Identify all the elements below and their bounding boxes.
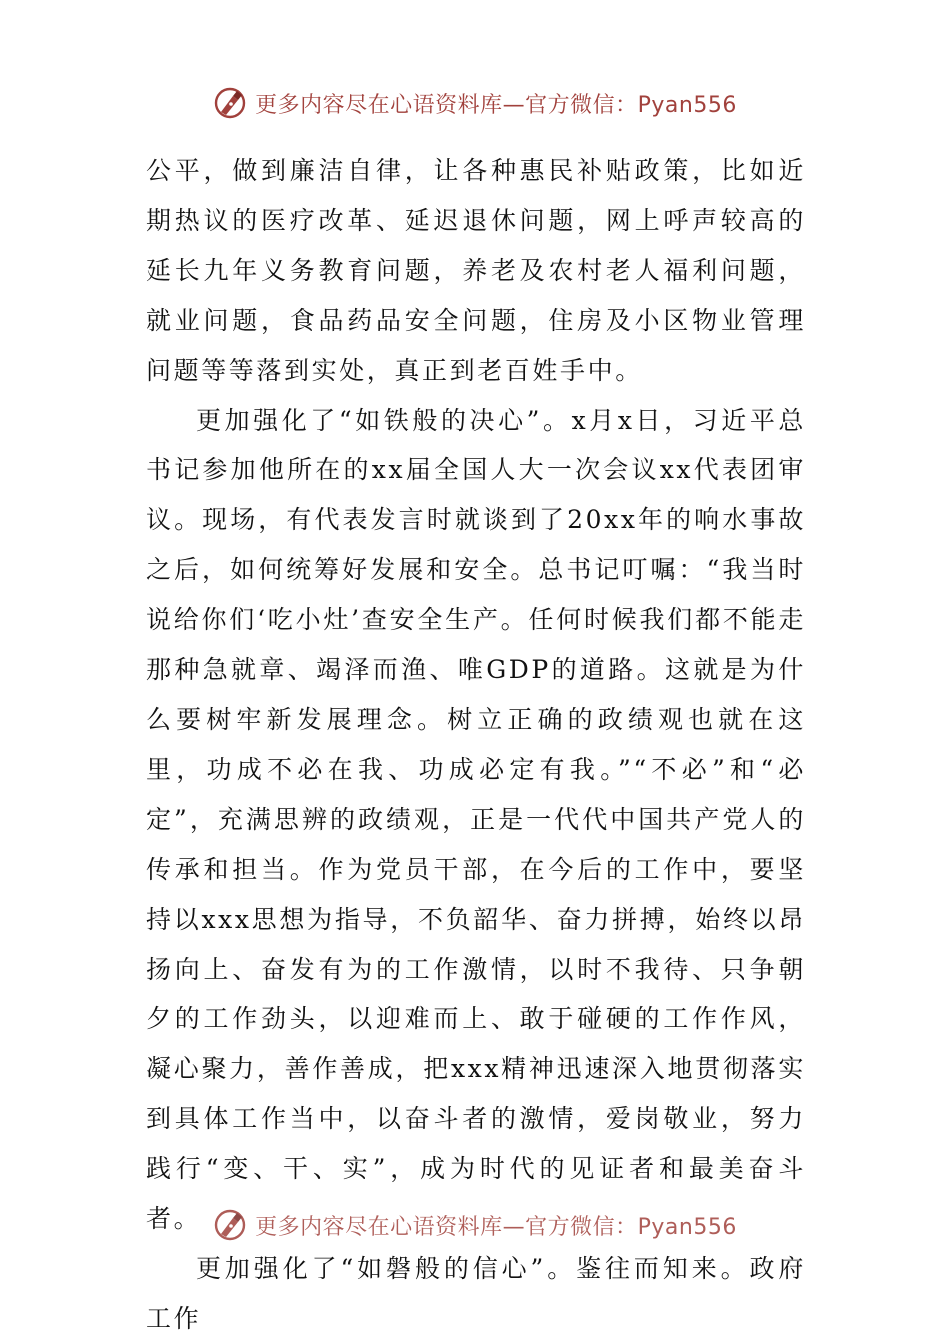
paragraph-1: 公平，做到廉洁自律，让各种惠民补贴政策，比如近期热议的医疗改革、延迟退休问题，网上呼声较高的延长九年义务教育问题，养老及农村老人福利问题，就业问题，食品药品安全问题，住房及小区物业管理问题等等落到实处，真正到老百姓手中。 (146, 156, 806, 385)
header-watermark (0, 82, 950, 124)
footer-watermark (0, 1204, 950, 1246)
watermark-text: 更多内容尽在心语资料库—官方微信：Pyan556 (255, 1214, 737, 1240)
watermark-text: 更多内容尽在心语资料库—官方微信：Pyan556 (255, 92, 737, 118)
document-body (146, 146, 806, 1344)
pen-nib-logo-icon (213, 1208, 247, 1242)
paragraph-2: 更加强化了“如铁般的决心”。x月x日，习近平总书记参加他所在的xx届全国人大一次会议xx代表团审议。现场，有代表发言时就谈到了20xx年的响水事故之后，如何统筹好发展和安全。总书记叮嘱：“我当时说给你们‘吃小灶’查安全生产。任何时候我们都不能走那种急就章、竭泽而渔、唯GDP的道路。这就是为什么要树牢新发展理念。树立正确的政绩观也就在这里，功成不必在我、功成必定有我。”“不必”和“必定”，充满思辨的政绩观，正是一代代中国共产党人的传承和担当。作为党员干部，在今后的工作中，要坚持以xxx思想为指导，不负韶华、奋力拼搏，始终以昂扬向上、奋发有为的工作激情，以时不我待、只争朝夕的工作劲头，以迎难而上、敢于碰硬的工作作风，凝心聚力，善作善成，把xxx精神迅速深入地贯彻落实到具体工作当中，以奋斗者的激情，爱岗敬业，努力践行“变、干、实”，成为时代的见证者和最美奋斗者。 (146, 405, 806, 1234)
paragraph-3: 更加强化了“如磐般的信心”。鉴往而知来。政府工作 (146, 1253, 806, 1333)
pen-nib-logo-icon (213, 86, 247, 120)
